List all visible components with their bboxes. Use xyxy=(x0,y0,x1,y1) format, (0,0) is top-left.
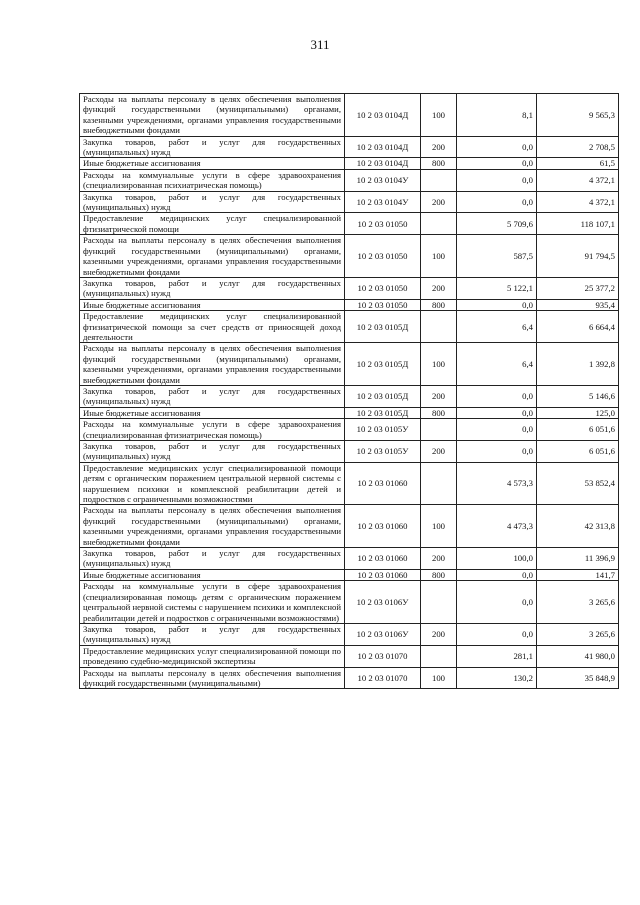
table-row xyxy=(80,235,619,278)
table-row xyxy=(80,419,619,441)
amount-cell-2: 935,4 xyxy=(537,299,619,310)
target-code-cell: 10 2 03 01050 xyxy=(345,235,421,278)
amount-cell-1: 0,0 xyxy=(457,299,537,310)
expense-name-cell: Расходы на выплаты персоналу в целях обеспечения выполнения функций государственными (муниципальными) органами, казенными учреждениями, органами управления государственными внебюджетными фондами xyxy=(80,343,345,386)
expense-type-cell xyxy=(421,213,457,235)
expense-type-cell: 200 xyxy=(421,548,457,570)
table-row xyxy=(80,462,619,505)
amount-cell-2: 118 107,1 xyxy=(537,213,619,235)
table-row xyxy=(80,158,619,169)
amount-cell-1: 587,5 xyxy=(457,235,537,278)
target-code-cell: 10 2 03 0106У xyxy=(345,581,421,624)
expense-name-cell: Закупка товаров, работ и услуг для государственных (муниципальных) нужд xyxy=(80,548,345,570)
amount-cell-1: 100,0 xyxy=(457,548,537,570)
table-row xyxy=(80,407,619,418)
expense-name-cell: Закупка товаров, работ и услуг для государственных (муниципальных) нужд xyxy=(80,136,345,158)
expense-type-cell xyxy=(421,462,457,505)
target-code-cell: 10 2 03 01050 xyxy=(345,277,421,299)
budget-table xyxy=(79,93,619,689)
table-row xyxy=(80,136,619,158)
amount-cell-2: 35 848,9 xyxy=(537,667,619,689)
target-code-cell: 10 2 03 0105Д xyxy=(345,407,421,418)
amount-cell-2: 141,7 xyxy=(537,569,619,580)
expense-name-cell: Предоставление медицинских услуг специализированной фтизиатрической помощи xyxy=(80,213,345,235)
table-row xyxy=(80,548,619,570)
expense-type-cell: 100 xyxy=(421,235,457,278)
amount-cell-2: 9 565,3 xyxy=(537,94,619,137)
table-row xyxy=(80,581,619,624)
table-row xyxy=(80,667,619,689)
amount-cell-2: 2 708,5 xyxy=(537,136,619,158)
target-code-cell: 10 2 03 0105Д xyxy=(345,343,421,386)
amount-cell-1: 0,0 xyxy=(457,158,537,169)
amount-cell-2: 3 265,6 xyxy=(537,581,619,624)
table-row xyxy=(80,343,619,386)
expense-name-cell: Расходы на выплаты персоналу в целях обеспечения выполнения функций государственными (муниципальными) органами, казенными учреждениями, органами управления государственными внебюджетными фондами xyxy=(80,505,345,548)
expense-type-cell: 200 xyxy=(421,385,457,407)
expense-name-cell: Расходы на коммунальные услуги в сфере здравоохранения (специализированная помощь детям с органическим поражением центральной нервной системы с нарушением психики и комплексной реабилитации детей и подростков с ограниченными возможностями) xyxy=(80,581,345,624)
expense-name-cell: Предоставление медицинских услуг специализированной фтизиатрической помощи за счет средств от приносящей доход деятельности xyxy=(80,311,345,343)
expense-name-cell: Предоставление медицинских услуг специализированной помощи детям с органическим поражением центральной нервной системы с нарушением психики и комплексной реабилитации детей и подростков с ограниченными возможностями xyxy=(80,462,345,505)
target-code-cell: 10 2 03 0104У xyxy=(345,169,421,191)
amount-cell-1: 0,0 xyxy=(457,441,537,463)
expense-name-cell: Закупка товаров, работ и услуг для государственных (муниципальных) нужд xyxy=(80,191,345,213)
expense-type-cell: 200 xyxy=(421,136,457,158)
table-row xyxy=(80,623,619,645)
table-row xyxy=(80,169,619,191)
amount-cell-1: 0,0 xyxy=(457,581,537,624)
expense-type-cell: 100 xyxy=(421,343,457,386)
expense-type-cell: 800 xyxy=(421,407,457,418)
target-code-cell: 10 2 03 0105Д xyxy=(345,311,421,343)
amount-cell-1: 5 709,6 xyxy=(457,213,537,235)
target-code-cell: 10 2 03 0106У xyxy=(345,623,421,645)
expense-type-cell: 800 xyxy=(421,569,457,580)
amount-cell-1: 0,0 xyxy=(457,169,537,191)
expense-type-cell: 100 xyxy=(421,94,457,137)
expense-name-cell: Расходы на выплаты персоналу в целях обеспечения выполнения функций государственными (муниципальными) органами, казенными учреждениями, органами управления государственными внебюджетными фондами xyxy=(80,235,345,278)
expense-type-cell: 800 xyxy=(421,299,457,310)
target-code-cell: 10 2 03 0105У xyxy=(345,419,421,441)
target-code-cell: 10 2 03 01070 xyxy=(345,667,421,689)
amount-cell-2: 5 146,6 xyxy=(537,385,619,407)
expense-name-cell: Расходы на выплаты персоналу в целях обеспечения выполнения функций государственными (муниципальными) органами, казенными учреждениями, органами управления государственными внебюджетными фондами xyxy=(80,94,345,137)
amount-cell-1: 6,4 xyxy=(457,311,537,343)
amount-cell-2: 25 377,2 xyxy=(537,277,619,299)
target-code-cell: 10 2 03 0105У xyxy=(345,441,421,463)
amount-cell-1: 5 122,1 xyxy=(457,277,537,299)
expense-name-cell: Расходы на выплаты персоналу в целях обеспечения выполнения функций государственными (муниципальными) xyxy=(80,667,345,689)
amount-cell-2: 6 051,6 xyxy=(537,419,619,441)
table-row xyxy=(80,645,619,667)
target-code-cell: 10 2 03 01060 xyxy=(345,548,421,570)
amount-cell-1: 0,0 xyxy=(457,191,537,213)
page-number: 311 xyxy=(310,37,330,52)
table-row xyxy=(80,569,619,580)
expense-type-cell xyxy=(421,581,457,624)
expense-name-cell: Закупка товаров, работ и услуг для государственных (муниципальных) нужд xyxy=(80,441,345,463)
target-code-cell: 10 2 03 01060 xyxy=(345,505,421,548)
target-code-cell: 10 2 03 0104Д xyxy=(345,136,421,158)
amount-cell-2: 125,0 xyxy=(537,407,619,418)
expense-type-cell: 800 xyxy=(421,158,457,169)
expense-type-cell xyxy=(421,645,457,667)
table-row xyxy=(80,191,619,213)
amount-cell-1: 0,0 xyxy=(457,419,537,441)
expense-type-cell xyxy=(421,311,457,343)
expense-name-cell: Предоставление медицинских услуг специализированной помощи по проведению судебно-медицинской экспертизы xyxy=(80,645,345,667)
expense-name-cell: Иные бюджетные ассигнования xyxy=(80,299,345,310)
amount-cell-2: 3 265,6 xyxy=(537,623,619,645)
amount-cell-2: 42 313,8 xyxy=(537,505,619,548)
expense-type-cell: 200 xyxy=(421,191,457,213)
amount-cell-1: 8,1 xyxy=(457,94,537,137)
expense-name-cell: Расходы на коммунальные услуги в сфере здравоохранения (специализированная психиатрическая помощь) xyxy=(80,169,345,191)
expense-type-cell xyxy=(421,169,457,191)
target-code-cell: 10 2 03 0105Д xyxy=(345,385,421,407)
table-row xyxy=(80,277,619,299)
expense-type-cell: 200 xyxy=(421,623,457,645)
expense-name-cell: Закупка товаров, работ и услуг для государственных (муниципальных) нужд xyxy=(80,277,345,299)
expense-name-cell: Закупка товаров, работ и услуг для государственных (муниципальных) нужд xyxy=(80,385,345,407)
target-code-cell: 10 2 03 01070 xyxy=(345,645,421,667)
table-row xyxy=(80,505,619,548)
expense-type-cell: 200 xyxy=(421,441,457,463)
amount-cell-1: 4 473,3 xyxy=(457,505,537,548)
expense-type-cell: 100 xyxy=(421,667,457,689)
amount-cell-2: 61,5 xyxy=(537,158,619,169)
amount-cell-2: 6 664,4 xyxy=(537,311,619,343)
table-row xyxy=(80,213,619,235)
target-code-cell: 10 2 03 01050 xyxy=(345,213,421,235)
table-row xyxy=(80,385,619,407)
expense-name-cell: Иные бюджетные ассигнования xyxy=(80,158,345,169)
amount-cell-2: 4 372,1 xyxy=(537,169,619,191)
amount-cell-2: 11 396,9 xyxy=(537,548,619,570)
expense-name-cell: Иные бюджетные ассигнования xyxy=(80,407,345,418)
expense-type-cell: 200 xyxy=(421,277,457,299)
amount-cell-2: 91 794,5 xyxy=(537,235,619,278)
table-row xyxy=(80,311,619,343)
table-row xyxy=(80,94,619,137)
amount-cell-1: 0,0 xyxy=(457,136,537,158)
amount-cell-1: 6,4 xyxy=(457,343,537,386)
expense-type-cell xyxy=(421,419,457,441)
amount-cell-2: 53 852,4 xyxy=(537,462,619,505)
amount-cell-1: 0,0 xyxy=(457,385,537,407)
target-code-cell: 10 2 03 01060 xyxy=(345,462,421,505)
amount-cell-1: 281,1 xyxy=(457,645,537,667)
amount-cell-2: 1 392,8 xyxy=(537,343,619,386)
amount-cell-1: 4 573,3 xyxy=(457,462,537,505)
amount-cell-2: 41 980,0 xyxy=(537,645,619,667)
amount-cell-1: 0,0 xyxy=(457,569,537,580)
amount-cell-1: 0,0 xyxy=(457,407,537,418)
amount-cell-2: 6 051,6 xyxy=(537,441,619,463)
target-code-cell: 10 2 03 0104Д xyxy=(345,94,421,137)
expense-name-cell: Иные бюджетные ассигнования xyxy=(80,569,345,580)
target-code-cell: 10 2 03 01060 xyxy=(345,569,421,580)
target-code-cell: 10 2 03 01050 xyxy=(345,299,421,310)
budget-table-body xyxy=(80,94,619,689)
target-code-cell: 10 2 03 0104У xyxy=(345,191,421,213)
table-row xyxy=(80,441,619,463)
expense-name-cell: Расходы на коммунальные услуги в сфере здравоохранения (специализированная фтизиатрическая помощь) xyxy=(80,419,345,441)
expense-type-cell: 100 xyxy=(421,505,457,548)
expense-name-cell: Закупка товаров, работ и услуг для государственных (муниципальных) нужд xyxy=(80,623,345,645)
target-code-cell: 10 2 03 0104Д xyxy=(345,158,421,169)
amount-cell-2: 4 372,1 xyxy=(537,191,619,213)
amount-cell-1: 130,2 xyxy=(457,667,537,689)
amount-cell-1: 0,0 xyxy=(457,623,537,645)
table-row xyxy=(80,299,619,310)
